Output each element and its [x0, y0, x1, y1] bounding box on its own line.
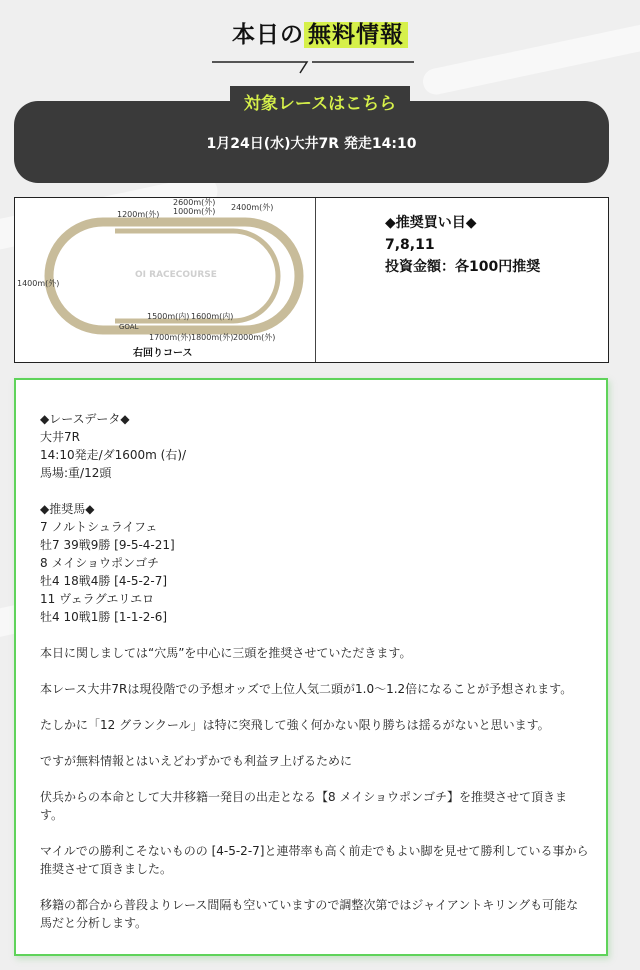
marker-1800: 1800m(外): [191, 333, 234, 342]
para-5: [40, 788, 580, 824]
course-name: OI RACECOURSE: [135, 270, 217, 280]
para-6-line-1: マイルでの勝利こそないものの [4-5-2-7]と連帯率も高く前走でもよい脚を見せて勝利している事から: [40, 844, 589, 858]
title-highlight: 無料情報: [304, 22, 408, 48]
horse1-record: 牡7 39戦9勝 [9-5-4-21]: [40, 538, 175, 552]
track-condition: 馬場:重/12頭: [40, 466, 112, 480]
marker-1600: 1600m(内): [191, 312, 234, 321]
goal-label: GOAL: [119, 323, 139, 331]
course-caption: 右回りコース: [133, 348, 193, 359]
marker-1000: 1000m(外): [173, 207, 216, 216]
course-map-svg: [15, 198, 315, 362]
recommend-numbers: 7,8,11: [385, 237, 435, 253]
horse3-name: 11 ヴェラグエリエロ: [40, 592, 155, 606]
marker-2000: 2000m(外): [233, 333, 276, 342]
horse2-name: 8 メイショウポンゴチ: [40, 556, 159, 570]
title-underline: [212, 60, 414, 74]
para-3-text: たしかに「12 グランクール」は特に突飛して強く何かない限り勝ちは揺るがないと思います。: [40, 718, 550, 732]
para-7-line-1: 移籍の都合から普段よりレース間隔も空いていますので調整次第ではジャイアントキリングも可能な: [40, 898, 579, 912]
horse3-record: 牡4 10戦1勝 [1-1-2-6]: [40, 610, 168, 624]
race-data-section: [40, 410, 580, 482]
recommend-title: ◆推奨買い目◆: [385, 215, 477, 231]
marker-2400: 2400m(外): [231, 203, 274, 212]
page-title-wrap: [0, 16, 640, 49]
target-label-wrap: [0, 86, 640, 117]
recommend-block: [385, 212, 540, 278]
recommend-amount: 投資金額：各100円推奨: [385, 259, 541, 275]
race-info: 1月24日(水)大井7R 発走14:10: [206, 136, 417, 152]
horses-section: [40, 500, 580, 626]
horses-title: ◆推奨馬◆: [40, 502, 95, 516]
course-map: [15, 198, 316, 362]
para-4: [40, 752, 580, 770]
horse2-record: 牡4 18戦4勝 [4-5-2-7]: [40, 574, 168, 588]
para-2-text: 本レース大井7Rは現役階での予想オッズで上位人気二頭が1.0〜1.2倍になることが予想されます。: [40, 682, 573, 696]
para-5-line-1: 伏兵からの本命として大井移籍一発目の出走となる【8 メイショウポンゴチ】を推奨させて頂きま: [40, 790, 567, 804]
para-3: [40, 716, 580, 734]
para-2: [40, 680, 580, 698]
marker-1500: 1500m(内): [147, 312, 190, 321]
detail-content: [40, 410, 589, 950]
para-4-text: ですが無料情報とはいえどわずかでも利益ヲ上げるために: [40, 754, 353, 768]
marker-2600: 2600m(外): [173, 198, 216, 207]
para-5-line-2: す。: [40, 808, 64, 822]
marker-1200: 1200m(外): [117, 210, 160, 219]
detail-panel: [14, 378, 608, 956]
para-7-line-2: 馬だと分析します。: [40, 916, 148, 930]
race-data-title: ◆レースデータ◆: [40, 412, 130, 426]
para-1: [40, 644, 580, 662]
title-prefix: 本日の: [232, 22, 304, 48]
race-info-line: 14:10発走/ダ1600m (右)/: [40, 448, 187, 462]
horse1-name: 7 ノルトシュライフェ: [40, 520, 158, 534]
para-6-line-2: 推奨させて頂きました。: [40, 862, 173, 876]
course-panel: [14, 197, 609, 363]
para-6: [40, 842, 589, 878]
marker-1400: 1400m(外): [17, 279, 60, 288]
race-name: 大井7R: [40, 430, 80, 444]
para-7: [40, 896, 580, 932]
marker-1700: 1700m(外): [149, 333, 192, 342]
para-1-text: 本日に関しましては“穴馬”を中心に三頭を推奨させていただきます。: [40, 646, 412, 660]
target-label: 対象レースはこちら: [230, 86, 410, 117]
page-title: [232, 16, 408, 49]
